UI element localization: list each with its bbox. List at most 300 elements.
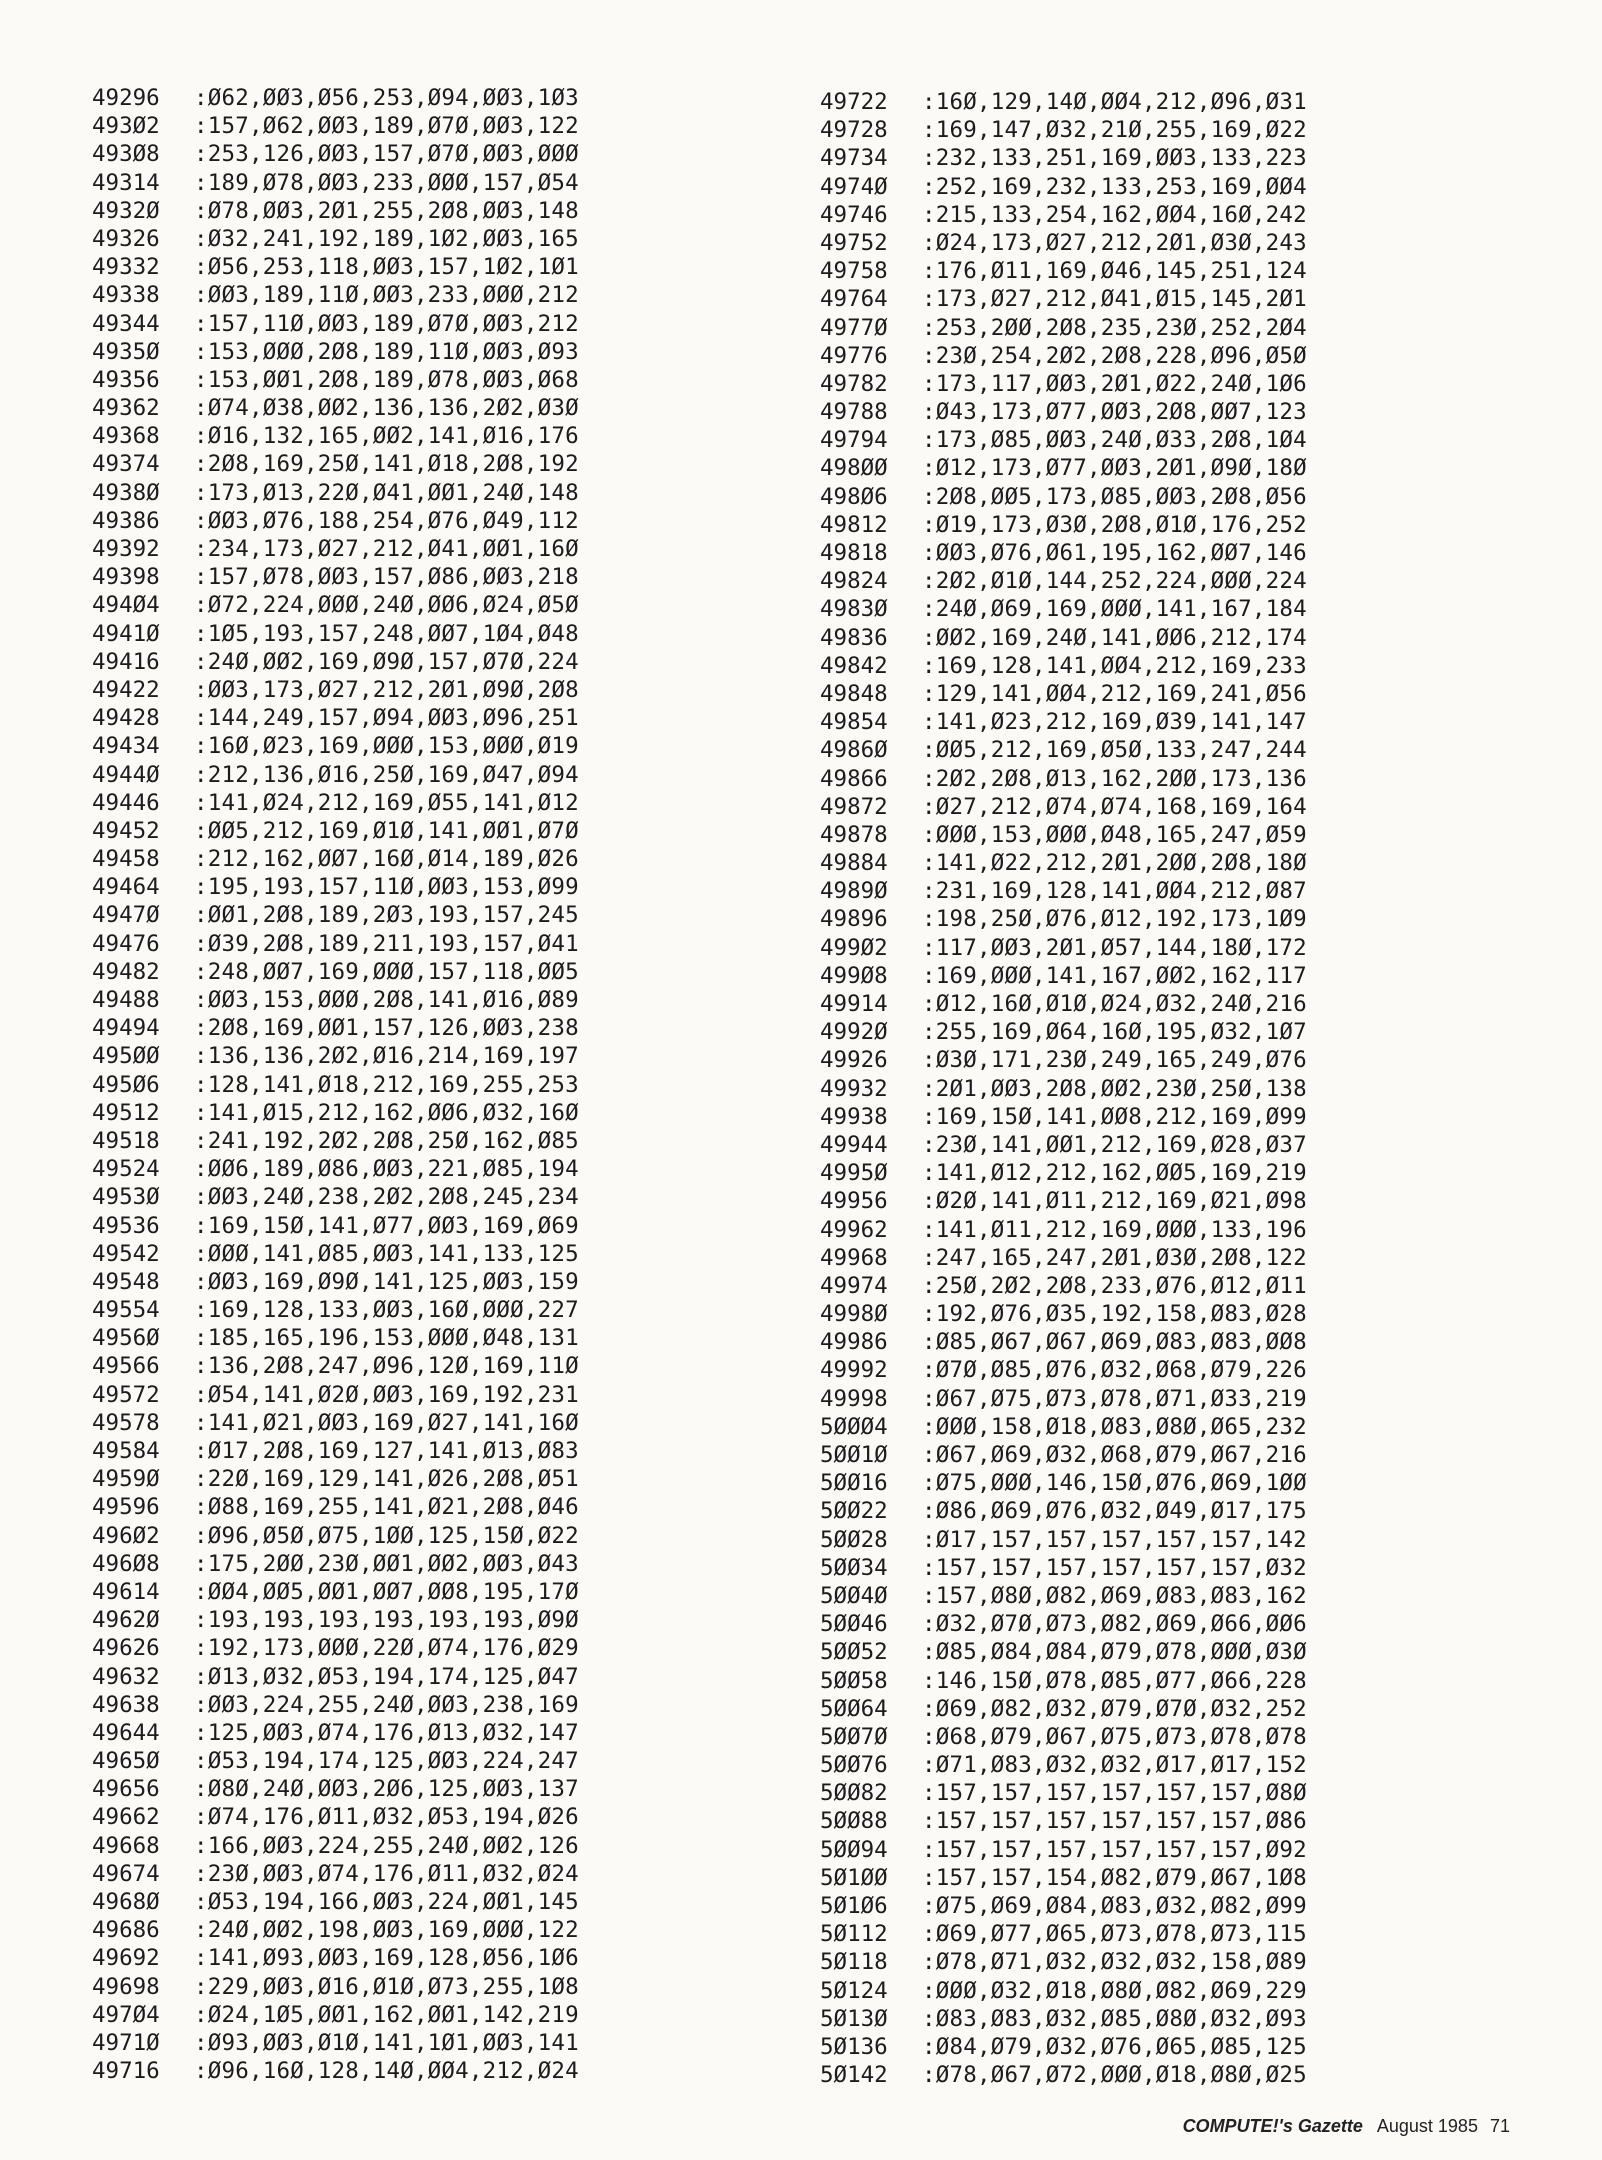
line-data-bytes: :141,Ø22,212,2Ø1,2ØØ,2Ø8,18Ø xyxy=(922,850,1307,877)
line-data-bytes: :Ø43,173,Ø77,ØØ3,2Ø8,ØØ7,123 xyxy=(922,399,1307,426)
line-data-bytes: :169,15Ø,141,ØØ8,212,169,Ø99 xyxy=(922,1103,1307,1130)
line-address: 49878 xyxy=(820,821,888,848)
line-data-bytes: :Ø32,Ø7Ø,Ø73,Ø82,Ø69,Ø66,ØØ6 xyxy=(922,1611,1307,1638)
line-address: 49848 xyxy=(820,680,888,707)
line-address: 5Ø142 xyxy=(820,2062,888,2089)
line-address: 5ØØ22 xyxy=(820,1498,888,1525)
line-data-bytes: :2Ø8,ØØ5,173,Ø85,ØØ3,2Ø8,Ø56 xyxy=(922,483,1307,510)
line-data-bytes: :125,ØØ3,Ø74,176,Ø13,Ø32,147 xyxy=(194,1719,579,1746)
listing-line xyxy=(92,140,579,168)
listing-line xyxy=(92,873,579,901)
listing-line xyxy=(820,539,1307,567)
line-address: 5ØØ88 xyxy=(820,1808,888,1835)
line-data-bytes: :193,193,193,193,193,193,Ø9Ø xyxy=(194,1607,579,1634)
line-data-bytes: :212,162,ØØ7,16Ø,Ø14,189,Ø26 xyxy=(194,846,579,873)
line-data-bytes: :247,165,247,2Ø1,Ø3Ø,2Ø8,122 xyxy=(922,1244,1307,1271)
line-data-bytes: :Ø75,ØØØ,146,15Ø,Ø76,Ø69,1ØØ xyxy=(922,1470,1307,1497)
line-data-bytes: :Ø24,1Ø5,ØØ1,162,ØØ1,142,219 xyxy=(194,2001,579,2028)
listing-line xyxy=(820,736,1307,764)
listing-line xyxy=(92,1775,579,1803)
line-address: 493Ø8 xyxy=(92,141,160,168)
line-data-bytes: :Ø13,Ø32,Ø53,194,174,125,Ø47 xyxy=(194,1663,579,1690)
line-data-bytes: :Ø53,194,174,125,ØØ3,224,247 xyxy=(194,1748,579,1775)
listing-line xyxy=(820,1723,1307,1751)
listing-line xyxy=(820,1385,1307,1413)
listing-line xyxy=(92,563,579,591)
line-data-bytes: :189,Ø78,ØØ3,233,ØØØ,157,Ø54 xyxy=(194,169,579,196)
line-address: 49668 xyxy=(92,1832,160,1859)
listing-line xyxy=(92,1860,579,1888)
listing-line xyxy=(820,1836,1307,1864)
listing-line xyxy=(820,173,1307,201)
line-address: 4938Ø xyxy=(92,479,160,506)
line-address: 49422 xyxy=(92,676,160,703)
line-address: 49434 xyxy=(92,733,160,760)
line-address: 49812 xyxy=(820,511,888,538)
line-data-bytes: :231,169,128,141,ØØ4,212,Ø87 xyxy=(922,878,1307,905)
line-address: 49794 xyxy=(820,427,888,454)
line-data-bytes: :173,Ø85,ØØ3,24Ø,Ø33,2Ø8,1Ø4 xyxy=(922,427,1307,454)
line-address: 49926 xyxy=(820,1047,888,1074)
listing-line xyxy=(820,116,1307,144)
line-address: 49764 xyxy=(820,286,888,313)
line-address: 5ØØ94 xyxy=(820,1836,888,1863)
listing-line xyxy=(92,1522,579,1550)
line-data-bytes: :ØØ5,212,169,Ø5Ø,133,247,244 xyxy=(922,737,1307,764)
line-address: 4974Ø xyxy=(820,173,888,200)
line-data-bytes: :Ø53,194,166,ØØ3,224,ØØ1,145 xyxy=(194,1889,579,1915)
line-data-bytes: :157,157,157,157,157,157,Ø86 xyxy=(922,1808,1307,1835)
listing-line xyxy=(92,535,579,563)
line-address: 4965Ø xyxy=(92,1748,160,1775)
listing-line xyxy=(820,1582,1307,1610)
listing-line xyxy=(820,1948,1307,1976)
listing-line xyxy=(92,1493,579,1521)
line-address: 5ØØ34 xyxy=(820,1554,888,1581)
listing-line xyxy=(820,1977,1307,2005)
line-address: 5Ø118 xyxy=(820,1949,888,1976)
listing-line xyxy=(820,1610,1307,1638)
listing-line xyxy=(92,591,579,619)
page-footer xyxy=(1183,2116,1510,2137)
line-address: 49416 xyxy=(92,648,160,675)
line-address: 49512 xyxy=(92,1099,160,1126)
line-data-bytes: :Ø84,Ø79,Ø32,Ø76,Ø65,Ø85,125 xyxy=(922,2033,1307,2060)
line-data-bytes: :ØØ6,189,Ø86,ØØ3,221,Ø85,194 xyxy=(194,1156,579,1183)
line-data-bytes: :252,169,232,133,253,169,ØØ4 xyxy=(922,173,1307,200)
line-address: 49746 xyxy=(820,201,888,228)
listing-line xyxy=(820,483,1307,511)
listing-line xyxy=(92,789,579,817)
line-address: 49782 xyxy=(820,370,888,397)
line-data-bytes: :24Ø,ØØ2,198,ØØ3,169,ØØØ,122 xyxy=(194,1917,579,1944)
line-address: 49956 xyxy=(820,1188,888,1215)
line-data-bytes: :Ø85,Ø67,Ø67,Ø69,Ø83,Ø83,ØØ8 xyxy=(922,1329,1307,1356)
line-data-bytes: :157,Ø62,ØØ3,189,Ø7Ø,ØØ3,122 xyxy=(194,113,579,140)
listing-line xyxy=(92,1127,579,1155)
line-data-bytes: :Ø93,ØØ3,Ø1Ø,141,1Ø1,ØØ3,141 xyxy=(194,2029,579,2056)
line-data-bytes: :Ø75,Ø69,Ø84,Ø83,Ø32,Ø82,Ø99 xyxy=(922,1893,1307,1919)
line-data-bytes: :Ø78,ØØ3,2Ø1,255,2Ø8,ØØ3,148 xyxy=(194,197,579,224)
listing-line xyxy=(92,1409,579,1437)
line-data-bytes: :136,136,2Ø2,Ø16,214,169,197 xyxy=(194,1043,579,1070)
line-address: 49836 xyxy=(820,624,888,651)
line-address: 5ØØ46 xyxy=(820,1611,888,1638)
listing-line xyxy=(92,1832,579,1860)
listing-line xyxy=(820,144,1307,172)
listing-line xyxy=(92,507,579,535)
line-data-bytes: :169,ØØØ,141,167,ØØ2,162,117 xyxy=(922,962,1307,989)
line-data-bytes: :Ø16,132,165,ØØ2,141,Ø16,176 xyxy=(194,423,579,450)
listing-line xyxy=(820,1779,1307,1807)
line-address: 5ØØ16 xyxy=(820,1470,888,1497)
line-address: 49524 xyxy=(92,1156,160,1183)
line-data-bytes: :ØØ3,Ø76,Ø61,195,162,ØØ7,146 xyxy=(922,540,1307,566)
line-data-bytes: :157,157,157,157,157,157,Ø92 xyxy=(922,1836,1307,1863)
line-address: 498ØØ xyxy=(820,455,888,482)
magazine-name: COMPUTE!'s Gazette xyxy=(1182,2116,1363,2136)
line-data-bytes: :Ø67,Ø75,Ø73,Ø78,Ø71,Ø33,219 xyxy=(922,1385,1307,1412)
listing-line xyxy=(820,567,1307,595)
listing-line xyxy=(92,1014,579,1042)
line-data-bytes: :Ø96,Ø5Ø,Ø75,1ØØ,125,15Ø,Ø22 xyxy=(194,1522,579,1549)
line-address: 4992Ø xyxy=(820,1019,888,1046)
line-address: 49446 xyxy=(92,789,160,816)
line-address: 49884 xyxy=(820,850,888,877)
listing-line xyxy=(820,1413,1307,1441)
listing-line xyxy=(92,394,579,422)
listing-line xyxy=(820,88,1307,116)
line-address: 4947Ø xyxy=(92,902,160,929)
line-address: 499Ø8 xyxy=(820,962,888,989)
listing-line xyxy=(92,1212,579,1240)
line-data-bytes: :24Ø,Ø69,169,ØØØ,141,167,184 xyxy=(922,596,1307,623)
line-data-bytes: :Ø78,Ø71,Ø32,Ø32,Ø32,158,Ø89 xyxy=(922,1949,1307,1976)
listing-line xyxy=(92,310,579,338)
listing-line xyxy=(820,1667,1307,1695)
line-address: 49872 xyxy=(820,793,888,820)
line-address: 49962 xyxy=(820,1216,888,1243)
listing-line xyxy=(92,1888,579,1916)
line-data-bytes: :Ø3Ø,171,23Ø,249,165,249,Ø76 xyxy=(922,1047,1307,1074)
listing-line xyxy=(820,426,1307,454)
line-address: 497Ø4 xyxy=(92,2001,160,2028)
line-address: 5ØØ76 xyxy=(820,1752,888,1779)
listing-line xyxy=(92,1352,579,1380)
listing-line xyxy=(92,620,579,648)
line-address: 49896 xyxy=(820,906,888,933)
line-data-bytes: :Ø19,173,Ø3Ø,2Ø8,Ø1Ø,176,252 xyxy=(922,511,1307,538)
line-address: 49728 xyxy=(820,117,888,144)
line-data-bytes: :253,2ØØ,2Ø8,235,23Ø,252,2Ø4 xyxy=(922,314,1307,341)
line-data-bytes: :185,165,196,153,ØØØ,Ø48,131 xyxy=(194,1325,579,1352)
line-data-bytes: :Ø72,224,ØØØ,24Ø,ØØ6,Ø24,Ø5Ø xyxy=(194,592,579,619)
line-address: 49776 xyxy=(820,342,888,369)
listing-line xyxy=(92,281,579,309)
listing-line xyxy=(820,1046,1307,1074)
line-address: 49788 xyxy=(820,399,888,426)
line-address: 4968Ø xyxy=(92,1889,160,1915)
line-data-bytes: :Ø71,Ø83,Ø32,Ø32,Ø17,Ø17,152 xyxy=(922,1752,1307,1779)
listing-line xyxy=(92,197,579,225)
listing-line xyxy=(820,1807,1307,1835)
line-data-bytes: :ØØØ,153,ØØØ,Ø48,165,247,Ø59 xyxy=(922,821,1307,848)
listing-line xyxy=(820,652,1307,680)
listing-line xyxy=(820,2033,1307,2061)
line-address: 49758 xyxy=(820,258,888,285)
line-data-bytes: :144,249,157,Ø94,ØØ3,Ø96,251 xyxy=(194,705,579,732)
line-address: 49578 xyxy=(92,1409,160,1436)
listing-line xyxy=(92,1691,579,1719)
line-data-bytes: :229,ØØ3,Ø16,Ø1Ø,Ø73,255,1Ø8 xyxy=(194,1973,579,2000)
line-address: 49644 xyxy=(92,1719,160,1746)
listing-line xyxy=(92,958,579,986)
line-data-bytes: :141,Ø24,212,169,Ø55,141,Ø12 xyxy=(194,789,579,816)
listing-line xyxy=(820,624,1307,652)
line-address: 5Ø1ØØ xyxy=(820,1864,888,1891)
line-data-bytes: :Ø67,Ø69,Ø32,Ø68,Ø79,Ø67,216 xyxy=(922,1442,1307,1468)
listing-line xyxy=(92,1663,579,1691)
listing-line xyxy=(92,1155,579,1183)
line-data-bytes: :157,Ø8Ø,Ø82,Ø69,Ø83,Ø83,162 xyxy=(922,1582,1307,1609)
listing-line xyxy=(820,1356,1307,1384)
line-data-bytes: :2Ø2,2Ø8,Ø13,162,2ØØ,173,136 xyxy=(922,765,1307,792)
line-data-bytes: :Ø12,16Ø,Ø1Ø,Ø24,Ø32,24Ø,216 xyxy=(922,991,1307,1017)
listing-line xyxy=(92,1296,579,1324)
line-address: 49914 xyxy=(820,991,888,1017)
listing-line xyxy=(820,1864,1307,1892)
line-data-bytes: :169,128,141,ØØ4,212,169,233 xyxy=(922,652,1307,679)
listing-line xyxy=(92,1465,579,1493)
line-address: 49692 xyxy=(92,1945,160,1972)
line-data-bytes: :195,193,157,11Ø,ØØ3,153,Ø99 xyxy=(194,874,579,901)
line-address: 49944 xyxy=(820,1131,888,1158)
line-data-bytes: :Ø24,173,Ø27,212,2Ø1,Ø3Ø,243 xyxy=(922,229,1307,256)
line-data-bytes: :Ø96,16Ø,128,14Ø,ØØ4,212,Ø24 xyxy=(194,2058,579,2085)
line-address: 49458 xyxy=(92,846,160,873)
listing-line xyxy=(820,765,1307,793)
line-address: 49464 xyxy=(92,874,160,901)
line-address: 49476 xyxy=(92,930,160,957)
line-address: 49662 xyxy=(92,1804,160,1831)
line-data-bytes: :198,25Ø,Ø76,Ø12,192,173,1Ø9 xyxy=(922,906,1307,933)
line-address: 49386 xyxy=(92,507,160,534)
listing-line xyxy=(92,817,579,845)
line-data-bytes: :ØØ3,Ø76,188,254,Ø76,Ø49,112 xyxy=(194,507,579,534)
line-data-bytes: :169,128,133,ØØ3,16Ø,ØØØ,227 xyxy=(194,1297,579,1324)
line-address: 49428 xyxy=(92,705,160,732)
listing-line xyxy=(92,1268,579,1296)
listing-line xyxy=(820,314,1307,342)
line-address: 5ØØ1Ø xyxy=(820,1442,888,1468)
listing-line xyxy=(92,1240,579,1268)
line-data-bytes: :169,147,Ø32,21Ø,255,169,Ø22 xyxy=(922,117,1307,144)
listing-line xyxy=(92,450,579,478)
line-address: 49356 xyxy=(92,366,160,393)
line-data-bytes: :Ø88,169,255,141,Ø21,2Ø8,Ø46 xyxy=(194,1494,579,1521)
listing-line xyxy=(92,732,579,760)
listing-line xyxy=(820,1554,1307,1582)
listing-line xyxy=(92,1099,579,1127)
line-address: 5Ø112 xyxy=(820,1921,888,1948)
line-data-bytes: :Ø27,212,Ø74,Ø74,168,169,164 xyxy=(922,793,1307,820)
listing-line xyxy=(92,338,579,366)
listing-line xyxy=(820,1103,1307,1131)
listing-line xyxy=(820,398,1307,426)
line-data-bytes: :Ø17,157,157,157,157,157,142 xyxy=(922,1526,1307,1553)
line-address: 49482 xyxy=(92,958,160,985)
line-data-bytes: :Ø32,241,192,189,1Ø2,ØØ3,165 xyxy=(194,225,579,252)
listing-line xyxy=(92,761,579,789)
line-address: 49686 xyxy=(92,1917,160,1944)
line-address: 4977Ø xyxy=(820,314,888,341)
line-data-bytes: :153,ØØØ,2Ø8,189,11Ø,ØØ3,Ø93 xyxy=(194,338,579,365)
line-address: 49854 xyxy=(820,709,888,736)
listing-line xyxy=(92,1803,579,1831)
line-data-bytes: :129,141,ØØ4,212,169,241,Ø56 xyxy=(922,680,1307,707)
line-data-bytes: :173,117,ØØ3,2Ø1,Ø22,24Ø,1Ø6 xyxy=(922,370,1307,397)
listing-line xyxy=(92,1606,579,1634)
listing-line xyxy=(92,1381,579,1409)
line-data-bytes: :25Ø,2Ø2,2Ø8,233,Ø76,Ø12,Ø11 xyxy=(922,1272,1307,1299)
line-data-bytes: :Ø39,2Ø8,189,211,193,157,Ø41 xyxy=(194,930,579,957)
line-address: 4998Ø xyxy=(820,1301,888,1328)
line-data-bytes: :Ø62,ØØ3,Ø56,253,Ø94,ØØ3,1Ø3 xyxy=(194,85,579,111)
line-data-bytes: :157,157,157,157,157,157,Ø32 xyxy=(922,1554,1307,1581)
line-address: 49632 xyxy=(92,1663,160,1690)
line-data-bytes: :ØØ2,169,24Ø,141,ØØ6,212,174 xyxy=(922,624,1307,651)
line-address: 499Ø2 xyxy=(820,934,888,961)
line-address: 5Ø1Ø6 xyxy=(820,1893,888,1919)
line-data-bytes: :ØØ3,153,ØØØ,2Ø8,141,Ø16,Ø89 xyxy=(194,987,579,1013)
line-address: 4962Ø xyxy=(92,1607,160,1634)
line-address: 4932Ø xyxy=(92,197,160,224)
listing-line xyxy=(92,986,579,1014)
listing-line xyxy=(820,849,1307,877)
listing-line xyxy=(92,1634,579,1662)
line-address: 49638 xyxy=(92,1691,160,1718)
line-address: 49572 xyxy=(92,1381,160,1408)
listing-line xyxy=(92,2057,579,2085)
line-address: 5ØØ4Ø xyxy=(820,1582,888,1609)
line-data-bytes: :166,ØØ3,224,255,24Ø,ØØ2,126 xyxy=(194,1832,579,1859)
listing-line xyxy=(92,1973,579,2001)
line-address: 4956Ø xyxy=(92,1325,160,1352)
line-data-bytes: :ØØ3,169,Ø9Ø,141,125,ØØ3,159 xyxy=(194,1268,579,1295)
line-data-bytes: :Ø12,173,Ø77,ØØ3,2Ø1,Ø9Ø,18Ø xyxy=(922,455,1307,482)
listing-line xyxy=(92,1437,579,1465)
line-data-bytes: :Ø8Ø,24Ø,ØØ3,2Ø6,125,ØØ3,137 xyxy=(194,1776,579,1803)
line-data-bytes: :146,15Ø,Ø78,Ø85,Ø77,Ø66,228 xyxy=(922,1667,1307,1694)
line-address: 498Ø6 xyxy=(820,483,888,510)
left-listing-column xyxy=(92,84,579,2085)
line-data-bytes: :Ø69,Ø82,Ø32,Ø79,Ø7Ø,Ø32,252 xyxy=(922,1695,1307,1722)
line-address: 49824 xyxy=(820,568,888,595)
line-address: 49584 xyxy=(92,1438,160,1464)
line-data-bytes: :Ø86,Ø69,Ø76,Ø32,Ø49,Ø17,175 xyxy=(922,1498,1307,1525)
line-address: 49986 xyxy=(820,1329,888,1356)
listing-line xyxy=(820,877,1307,905)
line-data-bytes: :Ø17,2Ø8,169,127,141,Ø13,Ø83 xyxy=(194,1438,579,1464)
line-address: 49332 xyxy=(92,254,160,281)
line-address: 5ØØ64 xyxy=(820,1695,888,1722)
listing-line xyxy=(820,257,1307,285)
line-data-bytes: :Ø69,Ø77,Ø65,Ø73,Ø78,Ø73,115 xyxy=(922,1921,1307,1948)
listing-line xyxy=(92,84,579,112)
line-address: 49374 xyxy=(92,451,160,478)
line-data-bytes: :24Ø,ØØ2,169,Ø9Ø,157,Ø7Ø,224 xyxy=(194,648,579,675)
listing-line xyxy=(92,1719,579,1747)
line-data-bytes: :234,173,Ø27,212,Ø41,ØØ1,16Ø xyxy=(194,536,579,562)
line-data-bytes: :153,ØØ1,2Ø8,189,Ø78,ØØ3,Ø68 xyxy=(194,366,579,393)
line-address: 49542 xyxy=(92,1240,160,1267)
line-address: 4941Ø xyxy=(92,620,160,647)
line-address: 49452 xyxy=(92,817,160,844)
listing-line xyxy=(820,1159,1307,1187)
page-number: 71 xyxy=(1489,2116,1510,2136)
line-address: 49626 xyxy=(92,1635,160,1662)
line-data-bytes: :23Ø,141,ØØ1,212,169,Ø28,Ø37 xyxy=(922,1131,1307,1158)
line-data-bytes: :22Ø,169,129,141,Ø26,2Ø8,Ø51 xyxy=(194,1466,579,1493)
line-data-bytes: :173,Ø27,212,Ø41,Ø15,145,2Ø1 xyxy=(922,286,1307,313)
line-data-bytes: :2Ø1,ØØ3,2Ø8,ØØ2,23Ø,25Ø,138 xyxy=(922,1075,1307,1102)
listing-line xyxy=(92,704,579,732)
listing-line xyxy=(92,1916,579,1944)
line-address: 5Ø124 xyxy=(820,1977,888,2004)
listing-line xyxy=(92,366,579,394)
listing-line xyxy=(820,990,1307,1018)
line-data-bytes: :ØØØ,158,Ø18,Ø83,Ø8Ø,Ø65,232 xyxy=(922,1413,1307,1440)
line-data-bytes: :ØØ3,173,Ø27,212,2Ø1,Ø9Ø,2Ø8 xyxy=(194,676,579,703)
listing-line xyxy=(820,680,1307,708)
line-data-bytes: :16Ø,129,14Ø,ØØ4,212,Ø96,Ø31 xyxy=(922,89,1307,115)
listing-line xyxy=(820,962,1307,990)
line-address: 49656 xyxy=(92,1776,160,1803)
listing-line xyxy=(92,1324,579,1352)
line-address: 5ØØ7Ø xyxy=(820,1723,888,1750)
line-data-bytes: :141,Ø21,ØØ3,169,Ø27,141,16Ø xyxy=(194,1409,579,1436)
line-data-bytes: :Ø78,Ø67,Ø72,ØØØ,Ø18,Ø8Ø,Ø25 xyxy=(922,2062,1307,2089)
line-address: 49338 xyxy=(92,282,160,309)
listing-line xyxy=(820,1497,1307,1525)
line-address: 5ØØ82 xyxy=(820,1780,888,1807)
line-data-bytes: :Ø56,253,118,ØØ3,157,1Ø2,1Ø1 xyxy=(194,254,579,281)
line-data-bytes: :Ø74,Ø38,ØØ2,136,136,2Ø2,Ø3Ø xyxy=(194,395,579,422)
line-address: 49968 xyxy=(820,1244,888,1271)
line-address: 496Ø2 xyxy=(92,1522,160,1549)
line-data-bytes: :169,15Ø,141,Ø77,ØØ3,169,Ø69 xyxy=(194,1212,579,1239)
right-listing-column xyxy=(820,88,1307,2089)
line-data-bytes: :241,192,2Ø2,2Ø8,25Ø,162,Ø85 xyxy=(194,1127,579,1154)
listing-line xyxy=(820,342,1307,370)
line-address: 5ØØØ4 xyxy=(820,1413,888,1440)
line-address: 49566 xyxy=(92,1353,160,1380)
line-address: 49314 xyxy=(92,169,160,196)
listing-line xyxy=(820,1638,1307,1666)
line-data-bytes: :ØØ4,ØØ5,ØØ1,ØØ7,ØØ8,195,17Ø xyxy=(194,1578,579,1605)
line-address: 49716 xyxy=(92,2058,160,2085)
line-data-bytes: :ØØ5,212,169,Ø1Ø,141,ØØ1,Ø7Ø xyxy=(194,817,579,844)
listing-line xyxy=(820,1187,1307,1215)
line-address: 49392 xyxy=(92,536,160,562)
line-data-bytes: :23Ø,ØØ3,Ø74,176,Ø11,Ø32,Ø24 xyxy=(194,1860,579,1887)
line-address: 49866 xyxy=(820,765,888,792)
line-data-bytes: :212,136,Ø16,25Ø,169,Ø47,Ø94 xyxy=(194,761,579,788)
line-address: 5ØØ52 xyxy=(820,1639,888,1666)
line-data-bytes: :16Ø,Ø23,169,ØØØ,153,ØØØ,Ø19 xyxy=(194,733,579,760)
line-data-bytes: :Ø7Ø,Ø85,Ø76,Ø32,Ø68,Ø79,226 xyxy=(922,1357,1307,1384)
listing-line xyxy=(92,1071,579,1099)
